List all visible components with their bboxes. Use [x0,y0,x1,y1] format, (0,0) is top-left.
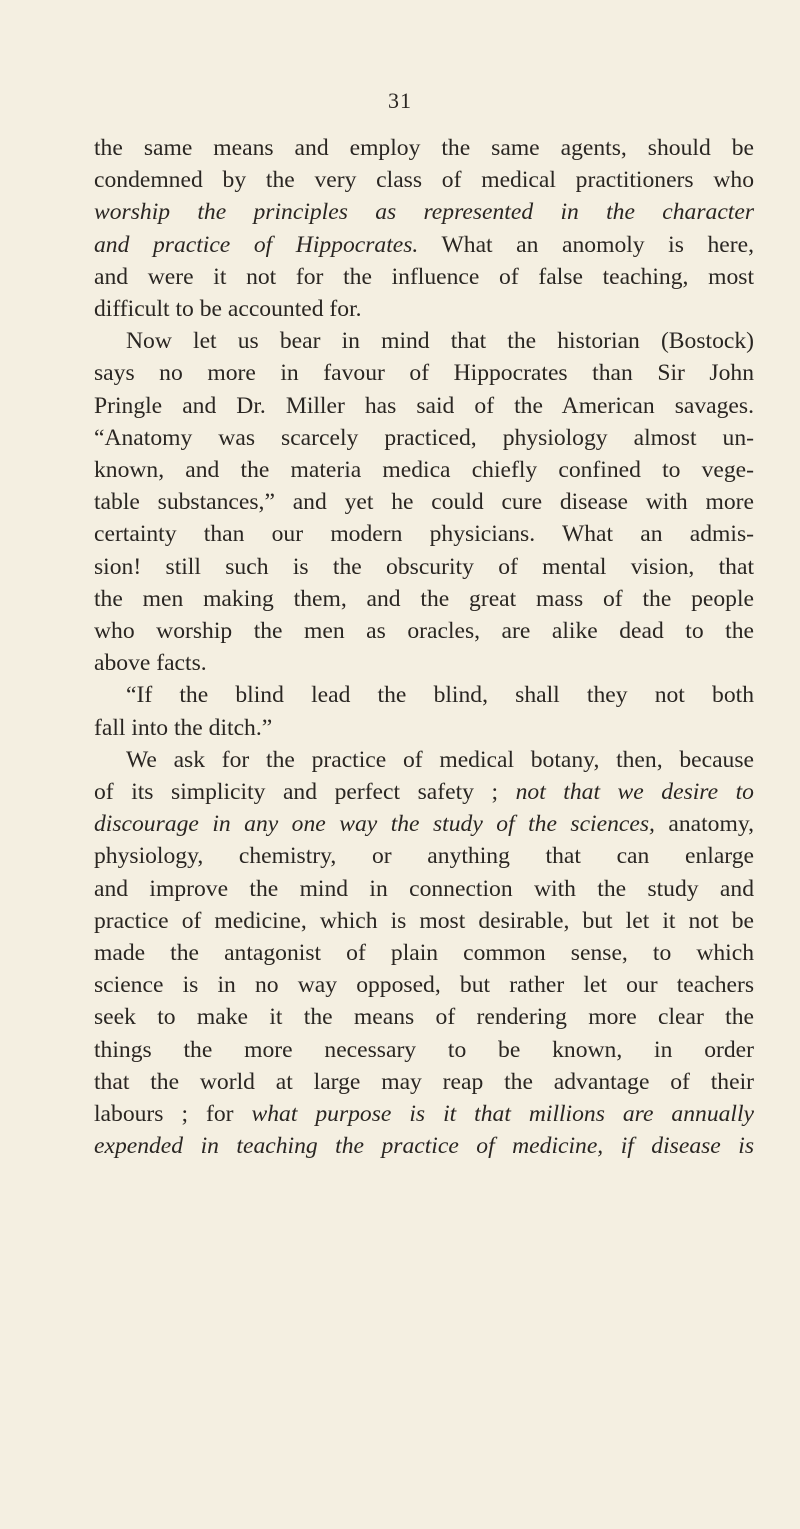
text-line [94,647,754,679]
text-line [94,229,754,261]
text-line [94,1130,754,1162]
text-run: who worship the men as oracles, are alike dead to the [94,618,754,645]
text-run: sion! still such is the obscurity of mental vision, that [94,553,754,580]
text-run: of its simplicity and perfect safety ; [94,779,516,806]
text-run: made the antagonist of plain common sense, to which [94,940,754,967]
text-run: fall into the ditch.” [94,714,273,741]
text-line [94,583,754,615]
text-line [94,293,754,325]
text-run: the men making them, and the great mass of the people [94,585,754,612]
text-line [94,422,754,454]
text-run: Now let us bear in mind that the historian (Bostock) [126,328,754,355]
page-number: 31 [388,88,412,113]
text-run: certainty than our modern physicians. What an admis- [94,521,754,548]
text-line [94,776,754,808]
text-line [94,679,754,711]
text-line [94,1034,754,1066]
text-line [94,325,754,357]
italic-text: not that we desire to [515,779,754,806]
text-line [94,937,754,969]
text-line [94,196,754,228]
text-line [94,615,754,647]
text-run: “Anatomy was scarcely practiced, physiology almost un- [94,424,754,451]
text-line [94,969,754,1001]
italic-text: expended in teaching the practice of medicine, if disease is [94,1133,754,1160]
text-run: Pringle and Dr. Miller has said of the American savages. [94,392,754,419]
italic-text: worship the principles as represented in the character [94,199,754,226]
text-run: table substances,” and yet he could cure disease with more [94,489,754,516]
text-line [94,840,754,872]
text-line [94,808,754,840]
text-run: difficult to be accounted for. [94,296,362,323]
text-line [94,261,754,293]
text-line [94,1066,754,1098]
text-run: anatomy, [654,811,754,838]
text-line [94,486,754,518]
text-line [94,132,754,164]
text-run: labours ; for [94,1101,252,1128]
text-run: and were it not for the influence of false teaching, most [94,263,754,290]
text-run: condemned by the very class of medical practitioners who [94,167,754,194]
italic-text: what purpose is it that millions are annually [251,1101,754,1128]
text-run: seek to make it the means of rendering more clear the [94,1004,754,1031]
text-run: that the world at large may reap the advantage of their [94,1068,754,1095]
text-run: physiology, chemistry, or anything that can enlarge [94,843,754,870]
text-run: known, and the materia medica chiefly confined to vege- [94,457,754,484]
text-run: the same means and employ the same agents, should be [94,135,754,161]
text-run: We ask for the practice of medical botany, then, because [126,746,754,773]
text-run: science is in no way opposed, but rather let our teachers [94,972,754,999]
text-run: and improve the mind in connection with the study and [94,875,754,902]
text-run: “If the blind lead the blind, shall they not both [126,682,754,709]
text-line [94,454,754,486]
text-line [94,518,754,550]
text-line [94,1001,754,1033]
body-text [94,132,754,1163]
text-line [94,551,754,583]
text-run: practice of medicine, which is most desirable, but let it not be [94,907,754,934]
italic-text: and practice of Hippocrates. [94,231,419,258]
text-run: says no more in favour of Hippocrates than Sir John [94,360,754,387]
text-line [94,905,754,937]
text-line [94,712,754,744]
text-line [94,1098,754,1130]
text-line [94,357,754,389]
text-run: things the more necessary to be known, in order [94,1036,754,1063]
text-run: What an anomoly is here, [418,231,754,258]
text-line [94,873,754,905]
italic-text: discourage in any one way the study of the sciences, [94,811,655,838]
text-line [94,390,754,422]
text-run: above facts. [94,650,207,677]
text-line [94,164,754,196]
text-line [94,744,754,776]
